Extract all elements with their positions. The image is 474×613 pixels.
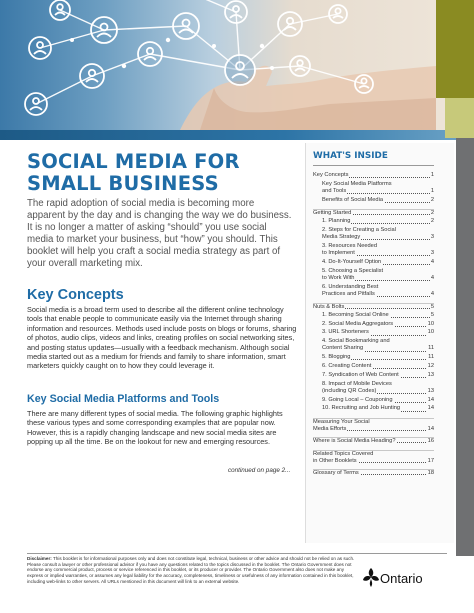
key-concepts-body: Social media is a broad term used to describe all the different online technology tools that enable people to communicate easily via the Internet through sharing information and resources. Methods used include posts on blogs or forums, sharing of photos, audio clips, videos and links, creating profiles on social networking sites, and posting status updates—usually with a feedback mechanism. Although social media started out as a medium for friends and family to share information, smart marketers quickly caught on to how they could leverage it. xyxy=(27,305,297,371)
toc-entry-label: 5. Choosing a Specialist xyxy=(322,267,384,274)
person-node-icon xyxy=(25,93,47,115)
accent-bar-gray xyxy=(456,138,474,556)
social-network-graphic xyxy=(0,0,474,130)
toc-entry-label: 8. Impact of Mobile Devices xyxy=(322,380,392,387)
toc-entry-label: Key Social Media Platforms xyxy=(322,180,392,187)
sidebar-divider xyxy=(305,143,306,543)
toc-page-number: 18 xyxy=(427,470,434,476)
toc-entry xyxy=(322,354,434,361)
toc-entry-label: 6. Understanding Best xyxy=(322,283,379,290)
accent-bar-olive-light xyxy=(445,98,474,138)
toc-entry-label: to Work With xyxy=(322,274,355,281)
toc-entry xyxy=(313,172,434,179)
accent-bar-olive xyxy=(436,0,474,98)
page-title-line: SMALL BUSINESS xyxy=(27,172,219,195)
toc-entry xyxy=(313,450,434,464)
disclaimer-body: This booklet is for informational purposes only and does not constitute legal, technical, business or other advice and should not be relied on as such. Please consult a lawyer or other professional advisor if you have any questions related to the topics discussed in the booklet. The Ontario Government does not endorse any commercial product, process or service referenced in this booklet, or its producer or provider. The Ontario Government also does not make any express or implied warranties, or assumes any legal liability for the accuracy, completeness, timeliness or usefulness of any information contained in this booklet, including web-links to other servers. All URLs mentioned in this document will link to an external website. xyxy=(27,556,355,584)
toc-entry-label: Media Efforts xyxy=(313,425,347,432)
toc-entry-label: in Other Booklets xyxy=(313,457,357,464)
toc-entry-label: Benefits of Social Media xyxy=(322,196,384,203)
toc-page-number: 16 xyxy=(427,438,434,445)
toc-page-number: 10 xyxy=(427,320,434,327)
ontario-wordmark: Ontario xyxy=(380,571,423,586)
toc-entry-label: Practices and Pitfalls xyxy=(322,290,375,297)
toc-entry-label: 9. Going Local – Couponing xyxy=(322,396,393,403)
page-title xyxy=(27,151,287,195)
toc-entry-label: Media Strategy xyxy=(322,233,361,240)
toc-entry-label: Glossary of Terms xyxy=(313,470,359,476)
toc-page-number: 12 xyxy=(427,363,434,369)
toc-page-number: 10 xyxy=(427,329,434,336)
toc-entry xyxy=(313,209,434,216)
toc-entry-label: Related Topics Covered xyxy=(313,450,374,457)
hero-banner xyxy=(0,0,474,130)
intro-paragraph: The rapid adoption of social media is becoming more apparent by the day and is changing the way we do business. It is no longer a matter of asking “should” you use social media to market your business, but “how” you should. This booklet will help you craft a social media strategy as part of your overall marketing mix. xyxy=(27,198,292,270)
toc-entry xyxy=(313,469,434,476)
toc-entry xyxy=(322,321,434,328)
toc-page-number: 14 xyxy=(427,405,434,412)
disclaimer-text xyxy=(27,556,359,585)
trillium-logo-icon xyxy=(362,566,380,588)
toc-page-number: 5 xyxy=(430,304,434,310)
toc-entry xyxy=(322,284,434,298)
person-node-icon xyxy=(329,5,347,23)
toc-entry-label: 2. Steps for Creating a Social xyxy=(322,226,396,233)
toc-entry-label: 3. Resources Needed xyxy=(322,242,378,249)
toc-page-number: 4 xyxy=(430,274,434,281)
toc-entry-label: 4. Do-It-Yourself Option xyxy=(322,258,382,265)
person-node-icon xyxy=(80,64,104,88)
toc-entry-label: and Tools xyxy=(322,187,347,194)
toc-entry-label: Getting Started xyxy=(313,210,352,217)
toc-entry-label: to Implement xyxy=(322,249,355,256)
toc-entry xyxy=(322,312,434,319)
toc-entry-label: Key Concepts xyxy=(313,172,349,178)
toc-page-number: 5 xyxy=(430,311,434,318)
toc-entry xyxy=(322,197,434,204)
toc-entry-label: 3. URL Shorteners xyxy=(322,329,369,336)
toc-entry xyxy=(322,227,434,241)
toc-page-number: 2 xyxy=(430,196,434,203)
platforms-heading: Key Social Media Platforms and Tools xyxy=(27,393,220,405)
toc-page-number: 14 xyxy=(427,425,434,432)
toc-entry-label: 1. Planning xyxy=(322,217,351,224)
toc-page-number: 2 xyxy=(430,217,434,224)
toc-entry xyxy=(313,437,434,444)
toc-entry xyxy=(322,381,434,395)
toc-page-number: 11 xyxy=(428,345,434,352)
toc-entry-label: 5. Blogging xyxy=(322,354,351,361)
toc-entry xyxy=(322,259,434,266)
toc-entry xyxy=(313,303,434,310)
toc-entry xyxy=(322,329,434,336)
person-node-icon xyxy=(50,0,70,20)
toc-page-number: 3 xyxy=(430,233,434,240)
toc-entry-label: 4. Social Bookmarking and xyxy=(322,338,390,345)
sidebar-title-rule xyxy=(313,165,434,166)
toc-page-number: 11 xyxy=(428,354,434,361)
toc-entry-label: 2. Social Media Aggregators xyxy=(322,320,394,327)
toc-entry xyxy=(322,243,434,257)
disclaimer-label: Disclaimer: xyxy=(27,556,52,561)
continued-note: continued on page 2... xyxy=(228,467,291,474)
toc-page-number: 1 xyxy=(430,172,434,178)
toc-entry-label: 7. Syndication of Web Content xyxy=(322,371,399,378)
toc-entry xyxy=(322,405,434,412)
footer-divider xyxy=(27,553,447,554)
toc-entry-label: 10. Recruiting and Job Hunting xyxy=(322,405,401,412)
toc-entry-label: 6. Creating Content xyxy=(322,363,372,369)
person-node-icon xyxy=(225,55,255,85)
toc-page-number: 4 xyxy=(430,258,434,265)
toc-entry xyxy=(322,397,434,404)
toc-entry xyxy=(313,418,434,432)
toc-page-number: 1 xyxy=(430,187,434,194)
toc-page-number: 17 xyxy=(427,457,434,464)
toc-entry xyxy=(322,218,434,225)
toc-entry-label: (including QR Codes) xyxy=(322,387,377,394)
person-node-icon xyxy=(138,42,162,66)
toc-page-number: 13 xyxy=(427,387,434,394)
toc-entry xyxy=(322,268,434,282)
toc-entry-label: Where is Social Media Heading? xyxy=(313,438,396,445)
sidebar-title: WHAT'S INSIDE xyxy=(313,151,388,161)
hero-strip xyxy=(0,130,474,140)
toc-entry xyxy=(322,338,434,352)
toc-entry xyxy=(322,363,434,370)
toc-page-number: 14 xyxy=(427,396,434,403)
toc-entry-label: 1. Becoming Social Online xyxy=(322,311,389,318)
toc-page-number: 4 xyxy=(430,290,434,297)
toc-entry-label: Content Sharing xyxy=(322,345,364,352)
toc-page-number: 2 xyxy=(430,210,434,217)
key-concepts-heading: Key Concepts xyxy=(27,287,124,303)
person-node-icon xyxy=(278,12,302,36)
person-node-icon xyxy=(29,37,51,59)
toc-page-number: 13 xyxy=(427,371,434,378)
toc-page-number: 3 xyxy=(430,249,434,256)
page-title-line: SOCIAL MEDIA FOR xyxy=(27,150,240,173)
toc-entry-label: Nuts & Bolts xyxy=(313,304,345,310)
platforms-body: There are many different types of social media. The following graphic highlights these various types and some corresponding examples that are popular now. However, this is a rapidly changing landscape and new social media sites are popping up all the time. Be on the lookout for new and emerging resources. xyxy=(27,409,283,447)
toc-entry xyxy=(322,181,434,195)
toc-entry-label: Measuring Your Social xyxy=(313,418,370,425)
toc-entry xyxy=(322,372,434,379)
